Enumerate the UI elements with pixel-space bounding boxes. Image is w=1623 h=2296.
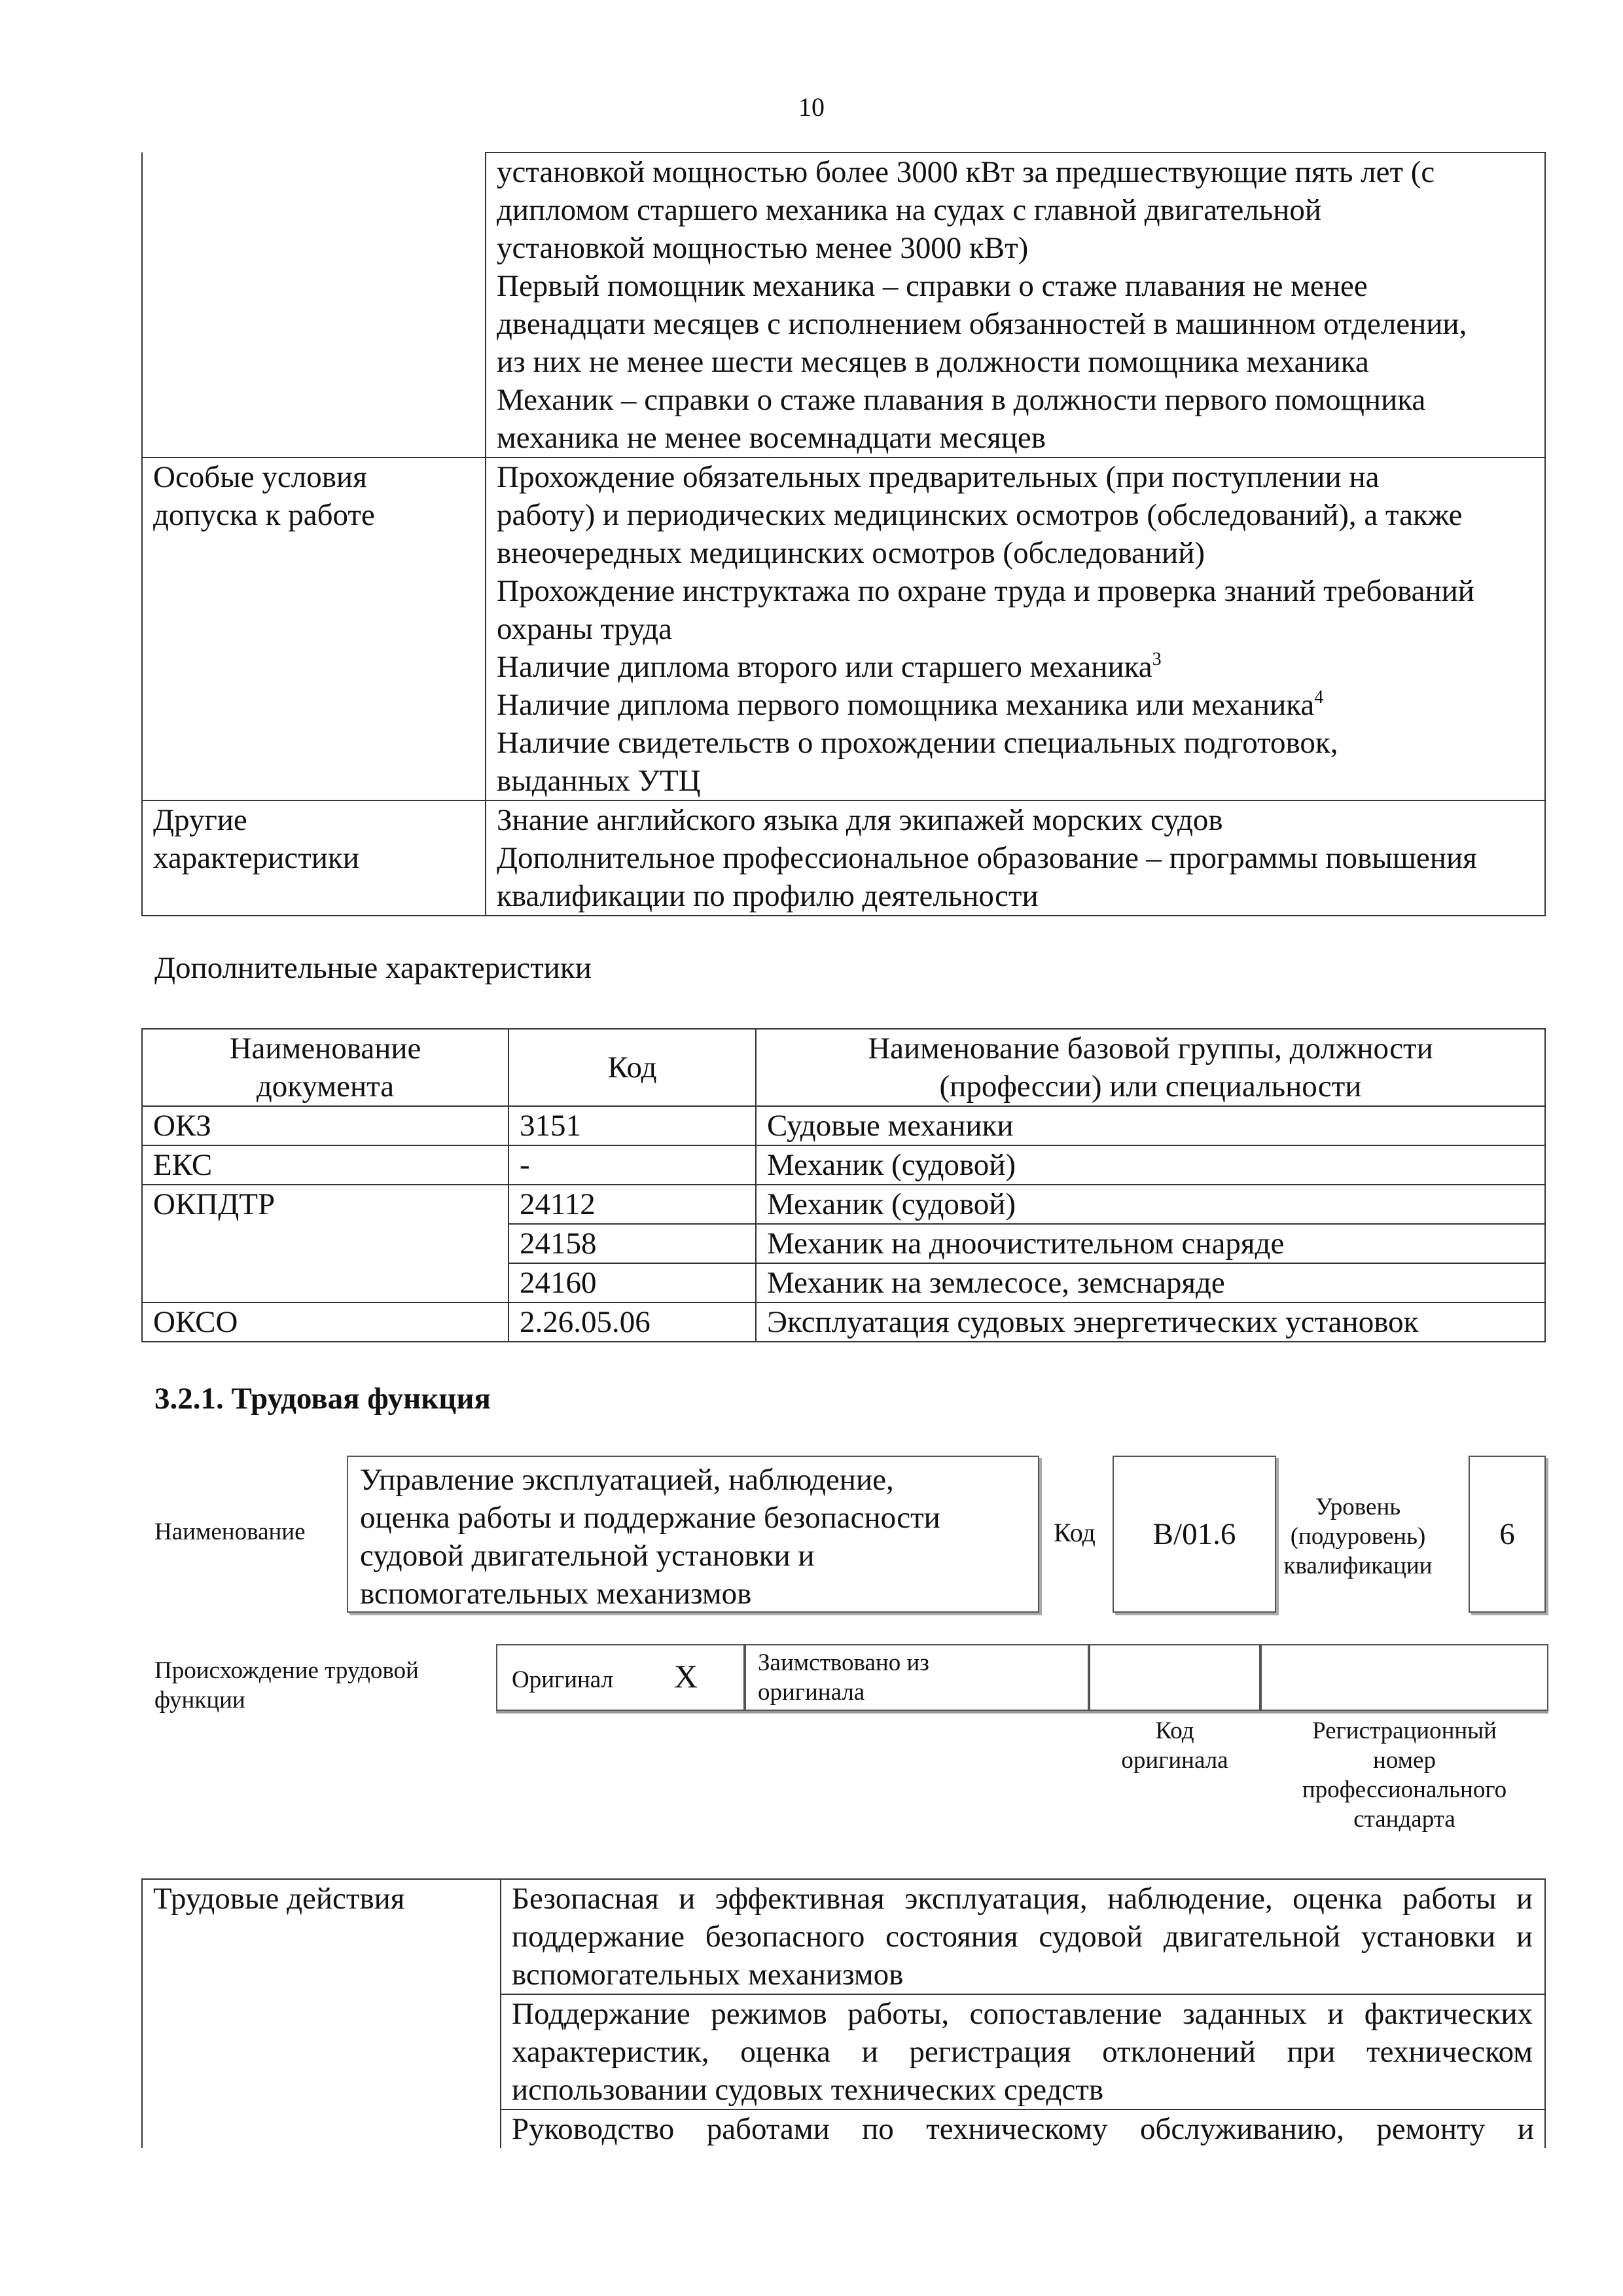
- header-code: Код: [508, 1029, 756, 1106]
- origin-row: [496, 1644, 1548, 1713]
- table-row: [142, 1263, 1545, 1302]
- header-text: Наименование базовой группы, должности: [868, 1031, 1433, 1066]
- text-line: Происхождение трудовой: [154, 1657, 419, 1684]
- cell-doc: ЕКС: [142, 1145, 508, 1185]
- cell-code: -: [508, 1145, 756, 1185]
- text-line: Знание английского языка для экипажей морских судов: [497, 803, 1223, 837]
- text-line: судовой двигательной установки и: [360, 1539, 815, 1573]
- original-cell: [496, 1644, 745, 1711]
- table-row: [142, 152, 1545, 457]
- row-label: допуска к работе: [153, 498, 375, 532]
- label-cell-other: [142, 800, 486, 916]
- row-label: Другие: [153, 803, 247, 837]
- text-line: (подуровень): [1290, 1523, 1426, 1550]
- table-row: [142, 1302, 1545, 1342]
- text-line: оригинала: [1121, 1747, 1228, 1774]
- cell-name: Механик на дноочистительном снаряде: [756, 1224, 1545, 1263]
- borrowed-cell: [745, 1644, 1089, 1711]
- registration-number-cell: [1260, 1644, 1548, 1711]
- text-line: внеочередных медицинских осмотров (обследований): [497, 536, 1205, 570]
- cell-name: Эксплуатация судовых энергетических установок: [756, 1302, 1545, 1342]
- cell-name: Судовые механики: [756, 1106, 1545, 1145]
- original-label: Оригинал: [512, 1666, 614, 1693]
- labor-actions-label: Трудовые действия: [142, 1879, 501, 1994]
- text-line: вспомогательных механизмов: [360, 1577, 752, 1611]
- text-line-footnoted: [497, 648, 1534, 686]
- function-name-box: [347, 1456, 1039, 1613]
- text-line: установкой мощностью менее 3000 кВт): [497, 231, 1029, 265]
- cell-name: Механик (судовой): [756, 1185, 1545, 1224]
- label-cell-empty: [142, 2109, 501, 2148]
- additional-characteristics-table: [141, 1028, 1546, 1342]
- cell-name: Механик (судовой): [756, 1145, 1545, 1185]
- cell-code: 24160: [508, 1263, 756, 1302]
- text-line-footnoted: [497, 686, 1534, 724]
- header-text: документа: [256, 1069, 395, 1103]
- description-cell: [486, 152, 1545, 457]
- text-line: работу) и периодических медицинских осмотров (обследований), а также: [497, 498, 1463, 532]
- text-line: Дополнительное профессиональное образование – программы повышения: [497, 841, 1477, 875]
- cell-doc: [142, 1224, 508, 1263]
- text-line: квалификации по профилю деятельности: [497, 879, 1039, 913]
- text-line: двенадцати месяцев с исполнением обязанностей в машинном отделении,: [497, 307, 1467, 341]
- row-label: Особые условия: [153, 460, 367, 494]
- cell-name: Механик на землесосе, земснаряде: [756, 1263, 1545, 1302]
- text-line: дипломом старшего механика на судах с главной двигательной: [497, 193, 1322, 227]
- cell-doc: ОКПДТР: [142, 1185, 508, 1224]
- original-mark: X: [674, 1658, 698, 1695]
- text-line: Механик – справки о стаже плавания в должности первого помощника: [497, 383, 1426, 417]
- level-label: [1283, 1492, 1433, 1581]
- text: Наличие диплома первого помощника механика или механика: [497, 688, 1315, 722]
- action-cell: Безопасная и эффективная эксплуатация, наблюдение, оценка работы и поддержание безопасного состояния судовой двигательной установки и вспомогательных механизмов: [501, 1879, 1545, 1994]
- labor-function-heading: 3.2.1. Трудовая функция: [154, 1382, 491, 1416]
- table-row: [142, 1994, 1545, 2109]
- conditions-table: [141, 152, 1546, 916]
- original-code-cell: [1089, 1644, 1260, 1711]
- page-number: 10: [798, 92, 825, 122]
- action-cell: Поддержание режимов работы, сопоставление заданных и фактических характеристик, оценка и регистрация отклонений при техническом использовании судовых технических средств: [501, 1994, 1545, 2109]
- label-cell: [142, 152, 486, 457]
- description-cell: [486, 457, 1545, 800]
- registration-number-caption: [1260, 1716, 1548, 1834]
- origin-label: [154, 1656, 419, 1715]
- header-text: Наименование: [229, 1031, 421, 1066]
- text-line: Заимствовано из: [758, 1649, 929, 1676]
- action-cell: Руководство работами по техническому обслуживанию, ремонту и: [501, 2109, 1545, 2148]
- text-line: Прохождение инструктажа по охране труда и проверка знаний требований: [497, 574, 1474, 608]
- header-text: (профессии) или специальности: [939, 1069, 1362, 1103]
- header-group: [756, 1029, 1545, 1106]
- label-cell-empty: [142, 1994, 501, 2109]
- table-row: [142, 1224, 1545, 1263]
- text-line: квалификации: [1283, 1552, 1433, 1579]
- cell-code: 24112: [508, 1185, 756, 1224]
- text-line: номер: [1373, 1747, 1436, 1774]
- level-value: 6: [1469, 1456, 1546, 1613]
- text-line: Код: [1155, 1717, 1194, 1744]
- header-row: [142, 1029, 1545, 1106]
- original-code-caption: [1089, 1716, 1260, 1775]
- labor-actions-table: [141, 1878, 1546, 2148]
- code-value: B/01.6: [1113, 1456, 1276, 1613]
- text-line: оригинала: [758, 1679, 865, 1706]
- text-line: из них не менее шести месяцев в должности помощника механика: [497, 345, 1369, 379]
- text: Наличие диплома второго или старшего механика: [497, 650, 1152, 684]
- text-line: оценка работы и поддержание безопасности: [360, 1501, 940, 1535]
- footnote-mark: 4: [1314, 687, 1324, 708]
- table-row: [142, 1106, 1545, 1145]
- text-line: охраны труда: [497, 612, 672, 646]
- header-doc: [142, 1029, 508, 1106]
- code-label: Код: [1054, 1518, 1096, 1547]
- cell-doc: [142, 1263, 508, 1302]
- text-line: функции: [154, 1687, 245, 1713]
- cell-code: 24158: [508, 1224, 756, 1263]
- text-line: Наличие свидетельств о прохождении специальных подготовок,: [497, 726, 1338, 760]
- table-row: [142, 1879, 1545, 1994]
- description-cell: [486, 800, 1545, 916]
- text-line: профессионального: [1302, 1776, 1507, 1803]
- table-row: [142, 1185, 1545, 1224]
- footnote-mark: 3: [1152, 649, 1162, 670]
- additional-characteristics-caption: Дополнительные характеристики: [154, 951, 592, 985]
- text-line: стандарта: [1353, 1806, 1455, 1833]
- table-row: [142, 457, 1545, 800]
- text-line: Первый помощник механика – справки о стаже плавания не менее: [497, 269, 1368, 303]
- table-row: [142, 2109, 1545, 2148]
- text-line: механика не менее восемнадцати месяцев: [497, 421, 1046, 455]
- text-line: установкой мощностью более 3000 кВт за предшествующие пять лет (с: [497, 155, 1435, 189]
- text-line: Регистрационный: [1312, 1717, 1497, 1744]
- cell-doc: ОКЗ: [142, 1106, 508, 1145]
- label-cell-special-conditions: [142, 457, 486, 800]
- text-line: Уровень: [1315, 1494, 1401, 1520]
- cell-code: 2.26.05.06: [508, 1302, 756, 1342]
- table-row: [142, 800, 1545, 916]
- cell-doc: ОКСО: [142, 1302, 508, 1342]
- name-label: Наименование: [154, 1518, 306, 1545]
- text-line: Прохождение обязательных предварительных (при поступлении на: [497, 460, 1380, 494]
- cell-code: 3151: [508, 1106, 756, 1145]
- row-label: характеристики: [153, 841, 359, 875]
- table-row: [142, 1145, 1545, 1185]
- text-line: выданных УТЦ: [497, 764, 701, 798]
- text-line: Управление эксплуатацией, наблюдение,: [360, 1463, 894, 1497]
